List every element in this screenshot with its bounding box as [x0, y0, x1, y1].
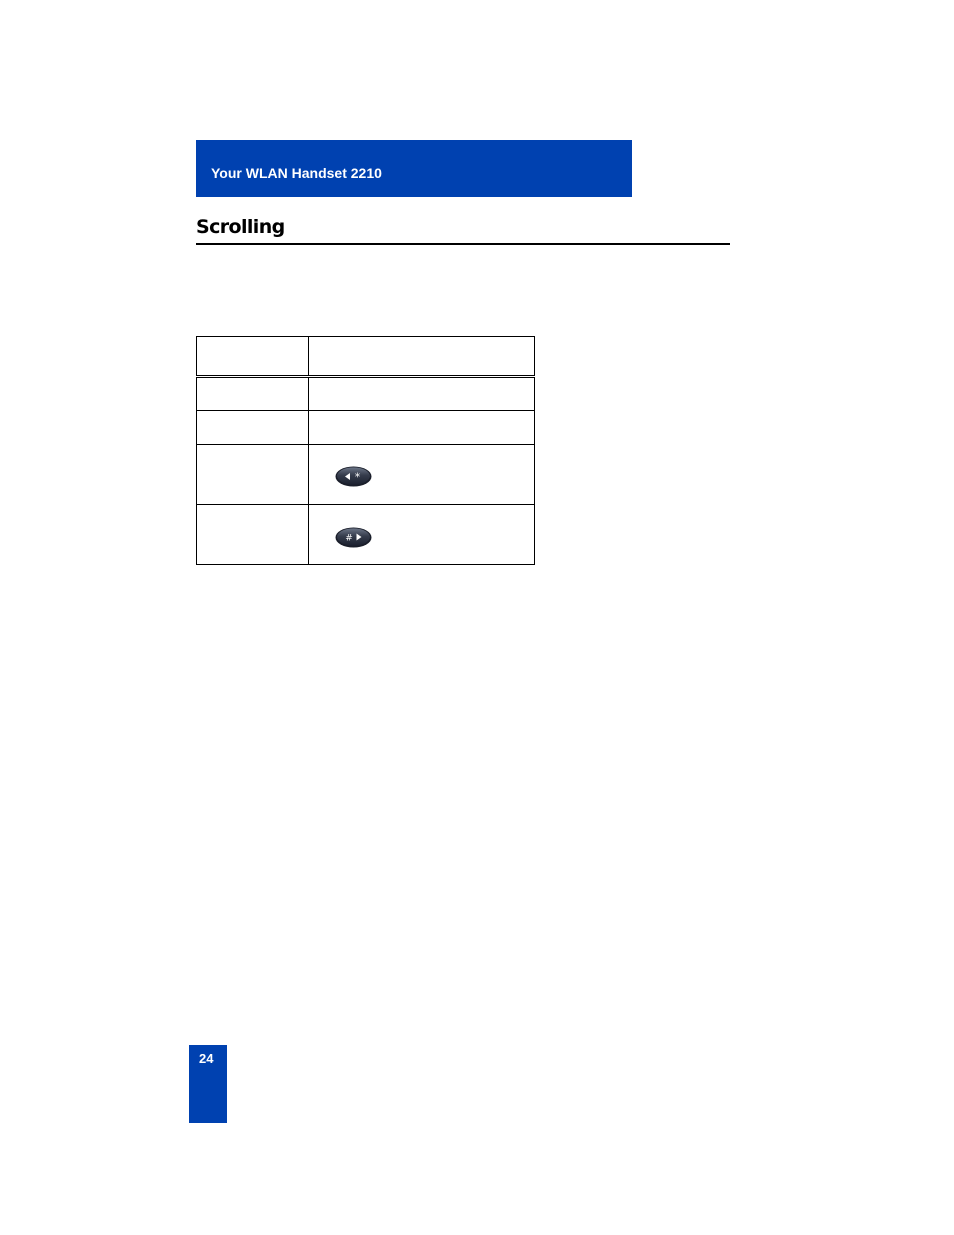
- table-row: [197, 337, 535, 377]
- table-cell: [309, 337, 535, 377]
- table-row: [197, 445, 535, 505]
- header-band: [196, 140, 632, 197]
- section-title: Scrolling: [196, 216, 285, 238]
- hash-right-key-icon: [335, 527, 372, 548]
- left-star-key-icon: [335, 466, 372, 487]
- table-cell: [309, 377, 535, 411]
- table-cell: [197, 411, 309, 445]
- header-title: Your WLAN Handset 2210: [211, 165, 382, 181]
- section-rule: [196, 243, 730, 245]
- svg-text:#: #: [345, 533, 353, 544]
- table-cell: [197, 445, 309, 505]
- page-number: 24: [199, 1051, 214, 1066]
- page-tab: [189, 1045, 227, 1123]
- svg-text:*: *: [354, 470, 361, 484]
- table-cell: [197, 377, 309, 411]
- table-cell: [309, 445, 535, 505]
- table-cell: [309, 505, 535, 565]
- key-table: [196, 336, 535, 565]
- table-row: [197, 505, 535, 565]
- table-cell: [309, 411, 535, 445]
- table-cell: [197, 505, 309, 565]
- table-cell: [197, 337, 309, 377]
- table-row: [197, 377, 535, 411]
- table-row: [197, 411, 535, 445]
